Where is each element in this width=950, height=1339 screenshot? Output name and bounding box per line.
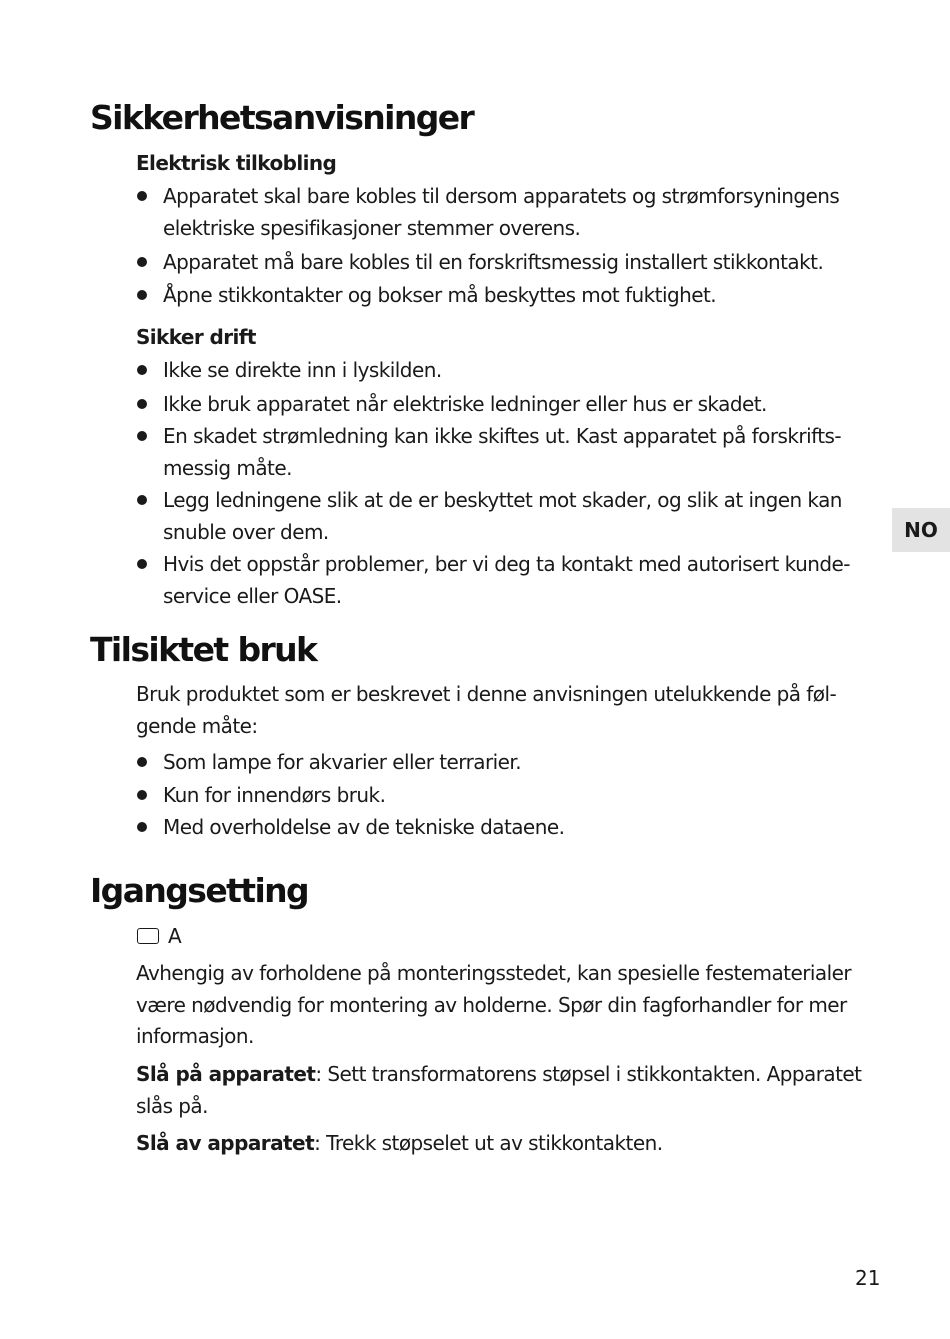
operation-list [136, 355, 876, 612]
list-item: Ikke se direkte inn i lyskilden. [136, 355, 876, 387]
switch-off-label: Slå av apparatet [136, 1131, 315, 1155]
list-item: Med overholdelse av de tekniske dataene. [136, 812, 876, 844]
figure-reference [137, 925, 181, 947]
bullet-icon [137, 257, 147, 267]
bullet-icon [137, 822, 147, 832]
heading-intended-use: Tilsiktet bruk [90, 630, 317, 669]
list-item: Apparatet skal bare kobles til dersom apparatets og strømforsyningens elektriske spesifikasjoner stemmer overens. [136, 181, 876, 244]
bullet-icon [137, 431, 147, 441]
bullet-icon [137, 495, 147, 505]
bullet-icon [137, 559, 147, 569]
figure-label: A [168, 924, 182, 948]
intended-use-list [136, 747, 876, 844]
list-item: Ikke bruk apparatet når elektriske ledninger eller hus er skadet. [136, 389, 876, 421]
list-item: Åpne stikkontakter og bokser må beskyttes mot fuktighet. [136, 280, 876, 312]
subheading-electrical: Elektrisk tilkobling [136, 151, 337, 175]
electrical-list [136, 181, 876, 311]
bullet-icon [137, 790, 147, 800]
list-item: Som lampe for akvarier eller terrarier. [136, 747, 876, 779]
bullet-icon [137, 757, 147, 767]
switch-on-text: : Sett transformatorens støpsel i stikkontakten. Apparatet slås på. [136, 1062, 862, 1118]
bullet-icon [137, 191, 147, 201]
list-item: Legg ledningene slik at de er beskyttet mot skader, og slik at ingen kan snuble over dem. [136, 485, 876, 548]
heading-safety: Sikkerhetsanvisninger [90, 98, 474, 137]
bullet-icon [137, 399, 147, 409]
subheading-operation: Sikker drift [136, 325, 256, 349]
figure-box-icon [137, 928, 159, 944]
list-item: Apparatet må bare kobles til en forskriftsmessig installert stikkontakt. [136, 247, 876, 279]
intended-use-intro: Bruk produktet som er beskrevet i denne anvisningen utelukkende på føl-gende måte: [136, 682, 837, 738]
list-item: Kun for innendørs bruk. [136, 780, 876, 812]
language-tab: NO [892, 508, 950, 552]
list-item: En skadet strømledning kan ikke skiftes ut. Kast apparatet på forskrifts-messig måte. [136, 421, 876, 484]
bullet-icon [137, 290, 147, 300]
list-item: Hvis det oppstår problemer, ber vi deg ta kontakt med autorisert kunde-service eller OASE. [136, 549, 876, 612]
switch-on-label: Slå på apparatet [136, 1062, 316, 1086]
heading-startup: Igangsetting [90, 871, 309, 910]
switch-off-text: : Trekk støpselet ut av stikkontakten. [314, 1131, 663, 1155]
switch-off-instruction [136, 1128, 871, 1160]
startup-text: Avhengig av forholdene på monteringsstedet, kan spesielle festematerialer være nødvendig for montering av holderne. Spør din fagforhandler for mer informasjon. [136, 961, 852, 1048]
page-number: 21 [855, 1266, 881, 1290]
switch-on-instruction [136, 1059, 871, 1122]
bullet-icon [137, 365, 147, 375]
